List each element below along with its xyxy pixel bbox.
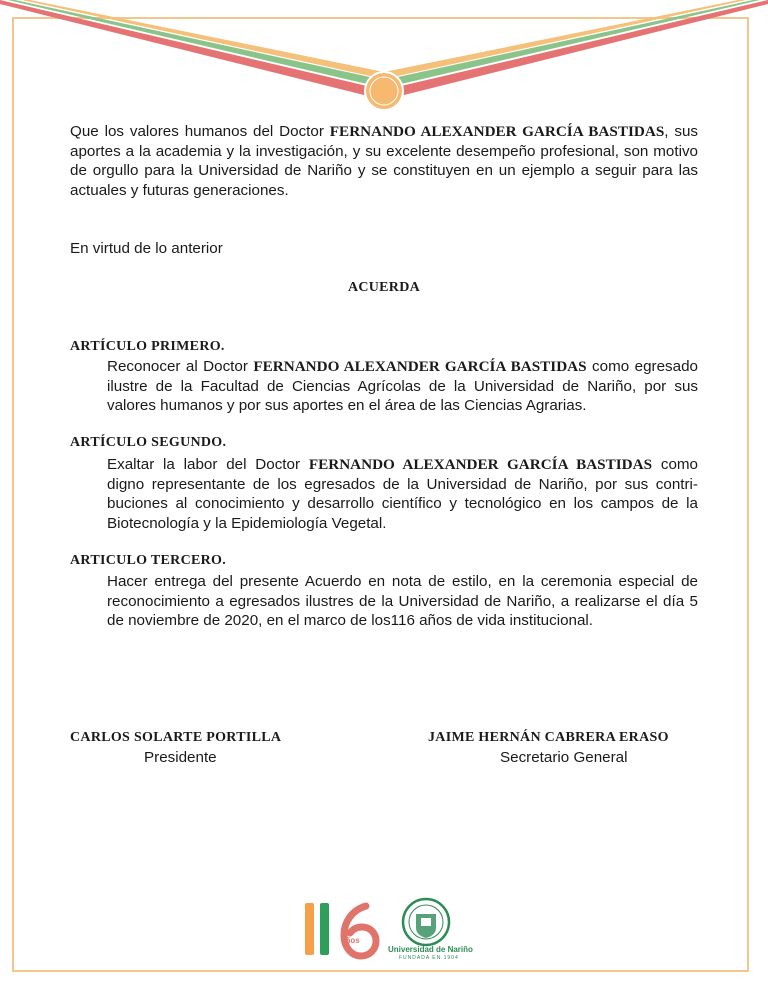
article-1-text-start: Reconocer al Doctor — [107, 358, 254, 375]
signatory-role: Presidente — [144, 749, 217, 766]
article-1-honoree-name: FERNANDO ALEXANDER GARCÍA BASTIDAS — [253, 358, 587, 375]
article-2-text-start: Exaltar la labor del Doctor — [107, 456, 309, 473]
article-2-text-end: como digno representante de los egresados de la Universidad de Nariño, por sus contri-buciones al conocimiento y desarrollo científico y tecnológico en los campos de la Biotecnología y la Epidemiología Vegetal. — [107, 456, 698, 532]
signature-secretary — [428, 730, 669, 766]
university-seal-icon — [403, 899, 449, 945]
article-1-title: ARTÍCULO PRIMERO. — [70, 339, 225, 354]
intro-text-start: Que los valores humanos del Doctor — [70, 123, 330, 140]
signatory-role: Secretario General — [500, 749, 628, 766]
resolution-heading: ACUERDA — [347, 280, 421, 295]
article-2-honoree-name: FERNANDO ALEXANDER GARCÍA BASTIDAS — [308, 456, 653, 473]
article-1-body — [107, 357, 698, 416]
transition-text: En virtud de lo anterior — [70, 240, 223, 257]
anniversary-116-logo — [305, 903, 376, 956]
honoree-name: FERNANDO ALEXANDER GARCÍA BASTIDAS — [329, 123, 665, 140]
seal-icon — [365, 72, 403, 110]
university-name: Universidad de Nariño — [388, 945, 473, 954]
article-2-title: ARTÍCULO SEGUNDO. — [70, 435, 227, 450]
signatory-name: JAIME HERNÁN CABRERA ERASO — [428, 730, 669, 745]
anniversary-label: años — [341, 936, 360, 945]
signature-president — [70, 730, 281, 766]
article-3-title: ARTICULO TERCERO. — [70, 553, 227, 568]
intro-paragraph — [70, 122, 698, 200]
decorative-ribbon — [0, 0, 768, 115]
university-tagline: FUNDADA EN 1904 — [399, 955, 459, 961]
signatory-name: CARLOS SOLARTE PORTILLA — [70, 730, 282, 745]
intro-text-end: , sus aportes a la academia y la investigación, y su excelente desempeño profesional, son motivo de orgullo para la Universidad de Nariño y se constituyen en un ejemplo a seguir para las actuales y futuras generaciones. — [70, 123, 698, 199]
article-1-text-end: como egresado ilustre de la Facultad de Ciencias Agrícolas de la Universidad de Nariño, por sus valores humanos y por sus aportes en el área de las Ciencias Agrarias. — [107, 358, 698, 415]
article-2-body — [107, 455, 698, 533]
article-3-body: Hacer entrega del presente Acuerdo en nota de estilo, en la ceremonia especial de reconocimiento a egresados ilustres de la Universidad de Nariño, a realizarse el día 5 de noviembre de 2020, en el marco de los116 años de vida institucional. — [107, 573, 698, 630]
